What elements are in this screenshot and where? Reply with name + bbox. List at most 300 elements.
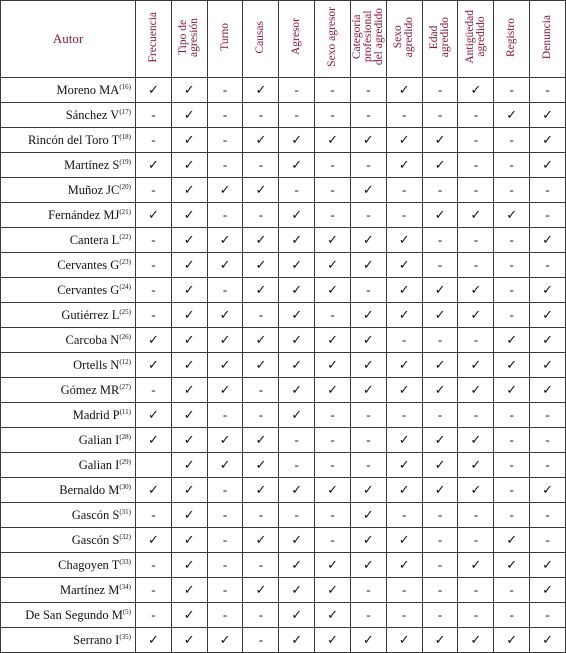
- check-mark-cell: ✓: [243, 478, 279, 503]
- column-header-label: Turno: [218, 23, 231, 51]
- author-cell: [1, 403, 136, 428]
- check-mark-cell: ✓: [458, 303, 494, 328]
- dash-cell: -: [207, 78, 243, 103]
- column-header: [350, 1, 386, 78]
- table-row: [1, 178, 566, 203]
- dash-cell: -: [315, 503, 351, 528]
- dash-cell: -: [458, 253, 494, 278]
- dash-cell: -: [350, 278, 386, 303]
- check-mark-cell: ✓: [386, 628, 422, 653]
- check-mark-cell: ✓: [171, 153, 207, 178]
- check-mark-cell: ✓: [494, 628, 530, 653]
- table-row: [1, 478, 566, 503]
- check-mark-cell: ✓: [530, 578, 566, 603]
- table-row: [1, 228, 566, 253]
- dash-cell: -: [386, 578, 422, 603]
- dash-cell: -: [136, 378, 172, 403]
- check-mark-cell: ✓: [171, 228, 207, 253]
- dash-cell: -: [458, 603, 494, 628]
- check-mark-cell: ✓: [136, 153, 172, 178]
- check-mark-cell: ✓: [494, 378, 530, 403]
- dash-cell: -: [315, 453, 351, 478]
- check-mark-cell: ✓: [422, 378, 458, 403]
- dash-cell: -: [315, 303, 351, 328]
- dash-cell: -: [422, 503, 458, 528]
- check-mark-cell: ✓: [386, 228, 422, 253]
- check-mark-cell: ✓: [207, 328, 243, 353]
- table-row: [1, 628, 566, 653]
- dash-cell: -: [494, 503, 530, 528]
- dash-cell: -: [422, 253, 458, 278]
- column-header: [315, 1, 351, 78]
- check-mark-cell: ✓: [386, 553, 422, 578]
- dash-cell: -: [207, 553, 243, 578]
- check-mark-cell: ✓: [530, 103, 566, 128]
- author-name: Ortells N: [73, 357, 120, 372]
- check-mark-cell: ✓: [136, 403, 172, 428]
- dash-cell: -: [279, 178, 315, 203]
- check-mark-cell: ✓: [386, 278, 422, 303]
- column-header-label: Registro: [505, 17, 518, 57]
- check-mark-cell: ✓: [207, 378, 243, 403]
- dash-cell: -: [494, 603, 530, 628]
- reference-number: (24): [119, 282, 131, 291]
- check-mark-cell: ✓: [530, 628, 566, 653]
- dash-cell: -: [494, 278, 530, 303]
- dash-cell: -: [458, 328, 494, 353]
- table-body: [1, 78, 566, 653]
- reference-number: (29): [119, 457, 131, 466]
- dash-cell: -: [207, 103, 243, 128]
- check-mark-cell: ✓: [494, 103, 530, 128]
- check-mark-cell: ✓: [422, 628, 458, 653]
- dash-cell: -: [494, 578, 530, 603]
- check-mark-cell: ✓: [279, 578, 315, 603]
- check-mark-cell: ✓: [458, 478, 494, 503]
- author-cell: [1, 578, 136, 603]
- dash-cell: -: [422, 603, 458, 628]
- dash-cell: -: [386, 103, 422, 128]
- author-cell: [1, 153, 136, 178]
- author-name: Martínez M: [59, 582, 120, 597]
- reference-number: (33): [119, 557, 131, 566]
- dash-cell: -: [207, 503, 243, 528]
- table-row: [1, 353, 566, 378]
- check-mark-cell: ✓: [279, 628, 315, 653]
- dash-cell: -: [530, 503, 566, 528]
- table-row: [1, 303, 566, 328]
- reference-number: (28): [119, 432, 131, 441]
- dash-cell: -: [458, 228, 494, 253]
- check-mark-cell: ✓: [350, 553, 386, 578]
- author-cell: [1, 478, 136, 503]
- check-mark-cell: ✓: [458, 278, 494, 303]
- column-header-label: Sexo agredido: [392, 16, 416, 58]
- dash-cell: -: [207, 528, 243, 553]
- dash-cell: -: [136, 178, 172, 203]
- author-name: Muñoz JC: [67, 182, 120, 197]
- author-name: Martínez S: [64, 157, 120, 172]
- column-header: [136, 1, 172, 78]
- dash-cell: -: [207, 603, 243, 628]
- check-mark-cell: ✓: [458, 378, 494, 403]
- dash-cell: -: [207, 403, 243, 428]
- check-mark-cell: ✓: [207, 453, 243, 478]
- dash-cell: -: [350, 403, 386, 428]
- check-mark-cell: ✓: [279, 128, 315, 153]
- check-mark-cell: ✓: [243, 253, 279, 278]
- check-mark-cell: ✓: [386, 78, 422, 103]
- dash-cell: -: [350, 78, 386, 103]
- author-cell: [1, 528, 136, 553]
- check-mark-cell: ✓: [171, 128, 207, 153]
- dash-cell: -: [279, 428, 315, 453]
- check-mark-cell: ✓: [171, 203, 207, 228]
- dash-cell: -: [458, 528, 494, 553]
- check-mark-cell: ✓: [315, 578, 351, 603]
- column-header-label: Agresor: [290, 18, 303, 56]
- table-row: [1, 378, 566, 403]
- dash-cell: -: [386, 403, 422, 428]
- check-mark-cell: ✓: [171, 553, 207, 578]
- dash-cell: -: [243, 603, 279, 628]
- check-mark-cell: ✓: [171, 378, 207, 403]
- column-header: [243, 1, 279, 78]
- check-mark-cell: ✓: [279, 353, 315, 378]
- check-mark-cell: ✓: [279, 553, 315, 578]
- author-name: De San Segundo M: [25, 607, 123, 622]
- column-header: [422, 1, 458, 78]
- check-mark-cell: ✓: [386, 128, 422, 153]
- dash-cell: -: [243, 153, 279, 178]
- author-cell: [1, 378, 136, 403]
- dash-cell: -: [530, 178, 566, 203]
- check-mark-cell: ✓: [171, 603, 207, 628]
- check-mark-cell: ✓: [386, 528, 422, 553]
- dash-cell: -: [243, 378, 279, 403]
- dash-cell: -: [315, 428, 351, 453]
- check-mark-cell: ✓: [494, 528, 530, 553]
- check-mark-cell: ✓: [243, 428, 279, 453]
- author-cell: [1, 278, 136, 303]
- reference-number: (21): [119, 207, 131, 216]
- author-cell: [1, 428, 136, 453]
- author-cell: [1, 128, 136, 153]
- check-mark-cell: ✓: [171, 478, 207, 503]
- check-mark-cell: ✓: [279, 253, 315, 278]
- check-mark-cell: ✓: [171, 278, 207, 303]
- column-header-label: Sexo agresor: [326, 7, 339, 67]
- dash-cell: -: [136, 303, 172, 328]
- dash-cell: -: [422, 328, 458, 353]
- check-mark-cell: ✓: [422, 128, 458, 153]
- check-mark-cell: ✓: [422, 353, 458, 378]
- dash-cell: -: [350, 578, 386, 603]
- header-row: [1, 1, 566, 78]
- check-mark-cell: ✓: [279, 378, 315, 403]
- reference-number: (11): [119, 407, 131, 416]
- dash-cell: -: [315, 153, 351, 178]
- check-mark-cell: ✓: [171, 253, 207, 278]
- check-mark-cell: ✓: [422, 278, 458, 303]
- dash-cell: -: [530, 428, 566, 453]
- check-mark-cell: ✓: [458, 428, 494, 453]
- check-mark-cell: ✓: [171, 628, 207, 653]
- dash-cell: -: [494, 178, 530, 203]
- dash-cell: -: [207, 478, 243, 503]
- check-mark-cell: ✓: [350, 253, 386, 278]
- check-mark-cell: ✓: [279, 153, 315, 178]
- author-cell: [1, 328, 136, 353]
- dash-cell: -: [494, 478, 530, 503]
- dash-cell: -: [530, 78, 566, 103]
- table-row: [1, 553, 566, 578]
- table-row: [1, 328, 566, 353]
- dash-cell: -: [422, 403, 458, 428]
- column-header-label: Denuncia: [541, 14, 554, 60]
- check-mark-cell: ✓: [350, 128, 386, 153]
- check-mark-cell: ✓: [386, 253, 422, 278]
- check-mark-cell: ✓: [422, 153, 458, 178]
- author-name: Gómez MR: [60, 382, 120, 397]
- check-mark-cell: ✓: [494, 553, 530, 578]
- check-mark-cell: ✓: [136, 478, 172, 503]
- check-mark-cell: ✓: [422, 303, 458, 328]
- dash-cell: -: [243, 403, 279, 428]
- author-name: Gascón S: [71, 532, 120, 547]
- check-mark-cell: ✓: [136, 628, 172, 653]
- dash-cell: -: [386, 503, 422, 528]
- dash-cell: -: [494, 303, 530, 328]
- check-mark-cell: ✓: [279, 278, 315, 303]
- dash-cell: -: [136, 603, 172, 628]
- dash-cell: -: [350, 453, 386, 478]
- check-mark-cell: ✓: [315, 378, 351, 403]
- check-mark-cell: ✓: [243, 178, 279, 203]
- table-row: [1, 603, 566, 628]
- reference-number: (19): [119, 157, 131, 166]
- dash-cell: -: [458, 103, 494, 128]
- check-mark-cell: ✓: [136, 203, 172, 228]
- table-row: [1, 103, 566, 128]
- check-mark-cell: ✓: [171, 503, 207, 528]
- check-mark-cell: ✓: [315, 603, 351, 628]
- check-mark-cell: ✓: [279, 528, 315, 553]
- check-mark-cell: ✓: [386, 353, 422, 378]
- author-cell: [1, 628, 136, 653]
- check-mark-cell: ✓: [422, 203, 458, 228]
- table-row: [1, 403, 566, 428]
- check-mark-cell: ✓: [530, 378, 566, 403]
- dash-cell: -: [207, 203, 243, 228]
- check-mark-cell: ✓: [350, 528, 386, 553]
- author-name: Gutiérrez L: [61, 307, 120, 322]
- check-mark-cell: ✓: [458, 203, 494, 228]
- table-row: [1, 128, 566, 153]
- author-cell: [1, 253, 136, 278]
- check-mark-cell: ✓: [136, 328, 172, 353]
- check-mark-cell: ✓: [207, 303, 243, 328]
- column-header-label: Edad agredido: [428, 16, 452, 58]
- check-mark-cell: ✓: [315, 128, 351, 153]
- dash-cell: -: [243, 628, 279, 653]
- table-row: [1, 528, 566, 553]
- author-name: Rincón del Toro T: [27, 132, 120, 147]
- check-mark-cell: ✓: [279, 328, 315, 353]
- check-mark-cell: ✓: [207, 428, 243, 453]
- column-header: [530, 1, 566, 78]
- dash-cell: -: [494, 228, 530, 253]
- check-mark-cell: ✓: [171, 178, 207, 203]
- author-cell: [1, 103, 136, 128]
- dash-cell: -: [315, 78, 351, 103]
- table-row: [1, 503, 566, 528]
- check-mark-cell: ✓: [530, 153, 566, 178]
- check-mark-cell: ✓: [136, 528, 172, 553]
- author-cell: [1, 453, 136, 478]
- dash-cell: -: [458, 578, 494, 603]
- check-mark-cell: ✓: [243, 578, 279, 603]
- author-cell: [1, 603, 136, 628]
- check-mark-cell: ✓: [350, 478, 386, 503]
- author-name: Chagoyen T: [58, 557, 120, 572]
- check-mark-cell: ✓: [350, 628, 386, 653]
- check-mark-cell: ✓: [207, 228, 243, 253]
- check-mark-cell: ✓: [458, 78, 494, 103]
- dash-cell: -: [207, 153, 243, 178]
- dash-cell: -: [315, 403, 351, 428]
- author-name: Fernández MJ: [48, 207, 120, 222]
- check-mark-cell: ✓: [171, 578, 207, 603]
- column-header: [207, 1, 243, 78]
- reference-number: (12): [119, 357, 131, 366]
- check-mark-cell: ✓: [243, 78, 279, 103]
- dash-cell: -: [207, 128, 243, 153]
- dash-cell: -: [279, 503, 315, 528]
- check-mark-cell: ✓: [350, 378, 386, 403]
- dash-cell: -: [350, 603, 386, 628]
- dash-cell: -: [136, 578, 172, 603]
- check-mark-cell: ✓: [458, 453, 494, 478]
- author-cell: [1, 228, 136, 253]
- table-row: [1, 253, 566, 278]
- table-row: [1, 203, 566, 228]
- author-cell: [1, 553, 136, 578]
- reference-number: (32): [119, 532, 131, 541]
- check-mark-cell: ✓: [422, 428, 458, 453]
- reference-number: (34): [119, 582, 131, 591]
- dash-cell: -: [530, 603, 566, 628]
- check-mark-cell: ✓: [458, 553, 494, 578]
- check-mark-cell: ✓: [243, 528, 279, 553]
- dash-cell: -: [243, 203, 279, 228]
- dash-cell: -: [350, 153, 386, 178]
- column-header: [171, 1, 207, 78]
- check-mark-cell: ✓: [530, 128, 566, 153]
- dash-cell: -: [279, 453, 315, 478]
- dash-cell: -: [207, 278, 243, 303]
- check-mark-cell: ✓: [315, 478, 351, 503]
- check-mark-cell: ✓: [315, 228, 351, 253]
- dash-cell: -: [458, 503, 494, 528]
- check-mark-cell: ✓: [171, 353, 207, 378]
- check-mark-cell: ✓: [171, 78, 207, 103]
- check-mark-cell: ✓: [279, 603, 315, 628]
- dash-cell: -: [279, 78, 315, 103]
- dash-cell: -: [422, 103, 458, 128]
- reference-number: (23): [119, 257, 131, 266]
- reference-number: (17): [119, 107, 131, 116]
- check-mark-cell: ✓: [243, 453, 279, 478]
- column-header: [494, 1, 530, 78]
- check-mark-cell: ✓: [279, 478, 315, 503]
- table-row: [1, 153, 566, 178]
- dash-cell: -: [494, 153, 530, 178]
- author-name: Carcoba N: [65, 332, 120, 347]
- dash-cell: -: [279, 103, 315, 128]
- check-mark-cell: ✓: [458, 353, 494, 378]
- author-cell: [1, 203, 136, 228]
- reference-number: (16): [119, 82, 131, 91]
- dash-cell: -: [422, 178, 458, 203]
- dash-cell: -: [315, 103, 351, 128]
- check-mark-cell: ✓: [530, 328, 566, 353]
- column-header: [386, 1, 422, 78]
- dash-cell: -: [136, 253, 172, 278]
- dash-cell: -: [494, 403, 530, 428]
- dash-cell: -: [350, 203, 386, 228]
- reference-number: (26): [119, 332, 131, 341]
- check-mark-cell: ✓: [386, 428, 422, 453]
- check-mark-cell: ✓: [494, 203, 530, 228]
- dash-cell: -: [458, 153, 494, 178]
- dash-cell: -: [136, 228, 172, 253]
- check-mark-cell: ✓: [315, 253, 351, 278]
- dash-cell: -: [458, 403, 494, 428]
- check-mark-cell: ✓: [171, 303, 207, 328]
- dash-cell: -: [315, 203, 351, 228]
- column-header-label: Antigüedad agredido: [463, 10, 487, 64]
- check-mark-cell: ✓: [350, 503, 386, 528]
- table-row: [1, 428, 566, 453]
- column-header: [458, 1, 494, 78]
- column-header: [279, 1, 315, 78]
- dash-cell: -: [315, 528, 351, 553]
- check-mark-cell: ✓: [243, 278, 279, 303]
- check-mark-cell: ✓: [386, 303, 422, 328]
- check-mark-cell: ✓: [279, 228, 315, 253]
- check-mark-cell: ✓: [171, 528, 207, 553]
- check-mark-cell: ✓: [422, 453, 458, 478]
- check-mark-cell: ✓: [171, 403, 207, 428]
- dash-cell: -: [207, 578, 243, 603]
- dash-cell: -: [386, 178, 422, 203]
- dash-cell: -: [530, 203, 566, 228]
- author-name: Cervantes G: [57, 282, 120, 297]
- check-mark-cell: ✓: [530, 353, 566, 378]
- table-row: [1, 453, 566, 478]
- reference-number: (5): [122, 607, 131, 616]
- dash-cell: -: [458, 128, 494, 153]
- dash-cell: -: [350, 428, 386, 453]
- check-mark-cell: ✓: [530, 553, 566, 578]
- dash-cell: -: [494, 453, 530, 478]
- reference-number: (18): [119, 132, 131, 141]
- dash-cell: -: [386, 328, 422, 353]
- author-cell: [1, 178, 136, 203]
- check-mark-cell: ✓: [136, 78, 172, 103]
- reference-number: (31): [119, 507, 131, 516]
